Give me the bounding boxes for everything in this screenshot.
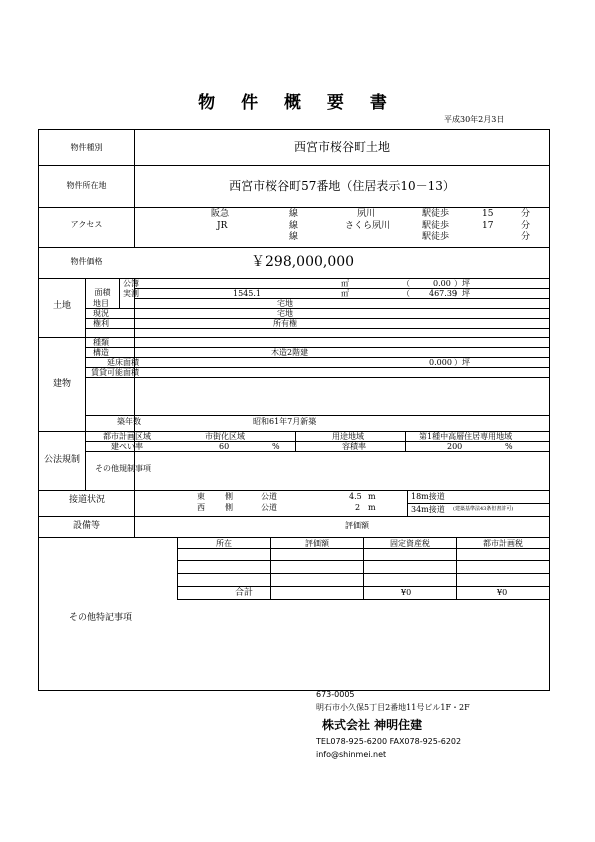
special-notes-label: その他特記事項 (69, 613, 133, 623)
rights-value: 所有権 (273, 319, 297, 328)
coverage-value: 60 (219, 442, 230, 451)
floor-area-value: 0.000 (429, 358, 452, 367)
sqm-unit: ㎡ (341, 279, 349, 288)
coverage-label: 建ぺい率 (111, 442, 143, 451)
property-type-value: 西宮市桜谷町土地 (293, 140, 390, 154)
document-title: 物 件 概 要 書 (198, 93, 397, 113)
far-value: 200 (447, 442, 463, 451)
chimoku-value: 宅地 (277, 299, 293, 308)
zoning-value: 第1種中高層住居専用地域 (419, 432, 513, 441)
facility-label: 設備等 (73, 521, 101, 531)
company-address: 明石市小久保5丁目2番地11号ビル1F・2F (316, 703, 470, 712)
company-postal: 673-0005 (316, 690, 355, 699)
company-tel-fax: TEL078-925-6200 FAX078-925-6202 (316, 737, 462, 746)
tax-header-property-tax: 固定資産税 (390, 539, 430, 548)
location-value: 西宮市桜谷町57番地（住居表示10－13） (229, 179, 455, 193)
land-label: 土地 (52, 301, 71, 311)
chimoku-label: 地目 (93, 299, 109, 308)
land-actual-label: 実測 (123, 289, 139, 298)
land-public-tsubo: 0.00 (433, 279, 451, 288)
company-name: 株式会社 神明住建 (322, 718, 423, 732)
building-type-label: 種類 (93, 338, 109, 347)
paren-open: （ (402, 279, 410, 288)
tax-total-city: ¥0 (497, 588, 508, 597)
facility-right-label: 評価額 (345, 521, 369, 530)
price-value: ￥298,000,000 (251, 254, 355, 270)
price-label: 物件価格 (70, 257, 103, 266)
road-note-1: 18m接道 (411, 492, 445, 501)
location-label: 物件所在地 (66, 181, 107, 190)
regulation-label: 公法規制 (43, 455, 80, 465)
percent-sign: % (272, 442, 280, 451)
current-label: 現況 (93, 309, 109, 318)
floor-area-unit: ）坪 (454, 358, 470, 367)
sqm-unit: ㎡ (341, 289, 349, 298)
property-summary-table: 物件種別 西宮市桜谷町土地 物件所在地 西宮市桜谷町57番地（住居表示10－13） アクセス 阪急 線 夙川 駅徒歩 15 分 JR 線 さくら夙川 駅徒歩 17 分 線 駅徒歩 分 物件価格 ￥298,000,000 土地 面積 公簿 実測 1545.1 ㎡ ㎡ （ （ 0.00 467.39 ）坪 ）坪 地目 宅地 現況 宅地 権利 所有権 建物 種類 構造 木造2階建 延床面積 0.000 ）坪 賃貸可能面積 築年数 昭和61年7月新築 公法規制 都市計画区域 市街化区域 用途地域 第1種中高層住居専用地域 建ぺい率 60 % 容積率 200 % その他規制事項 接道状況 東 側 公道 4.5 m 西 側 公道 2 m 18m接道 34m接道 (建築基準法43条但書許可) 設備等 評価額 所在 評価額 固定資産税 都市計画税 合計 ¥0 ¥0 その他特記事項 (38, 129, 550, 691)
company-email[interactable]: info@shinmei.net (316, 750, 387, 759)
percent-sign: % (505, 442, 513, 451)
land-actual-sqm: 1545.1 (233, 289, 261, 298)
tax-header-location: 所在 (216, 539, 232, 548)
other-regulation-label: その他規制事項 (95, 464, 151, 473)
zoning-label: 用途地域 (332, 432, 364, 441)
city-plan-label: 都市計画区域 (103, 432, 151, 441)
rentable-area-label: 賃貸可能面積 (91, 368, 139, 377)
road-label: 接道状況 (69, 495, 106, 505)
document-date: 平成30年2月3日 (444, 115, 505, 124)
tax-header-valuation: 評価額 (305, 539, 329, 548)
land-area-label: 面積 (94, 288, 111, 297)
structure-value: 木造2階建 (271, 348, 309, 357)
building-label: 建物 (52, 379, 71, 389)
tsubo-unit: ）坪 (454, 289, 470, 298)
access-label: アクセス (70, 220, 103, 229)
built-value: 昭和61年7月新築 (253, 417, 317, 426)
road-note-small: (建築基準法43条但書許可) (453, 506, 514, 512)
tsubo-unit: ）坪 (454, 279, 470, 288)
current-value: 宅地 (277, 309, 293, 318)
tax-header-city-tax: 都市計画税 (483, 539, 523, 548)
far-label: 容積率 (342, 442, 366, 451)
tax-total-property: ¥0 (401, 588, 412, 597)
land-actual-tsubo: 467.39 (429, 289, 457, 298)
road-note-2: 34m接道 (411, 505, 445, 514)
property-type-label: 物件種別 (70, 143, 103, 152)
paren-open: （ (402, 289, 410, 298)
land-public-label: 公簿 (123, 279, 139, 288)
structure-label: 構造 (93, 348, 109, 357)
city-plan-value: 市街化区域 (205, 432, 245, 441)
built-label: 築年数 (117, 417, 141, 426)
floor-area-label: 延床面積 (107, 358, 139, 367)
rights-label: 権利 (93, 319, 109, 328)
tax-total-label: 合計 (235, 588, 254, 598)
